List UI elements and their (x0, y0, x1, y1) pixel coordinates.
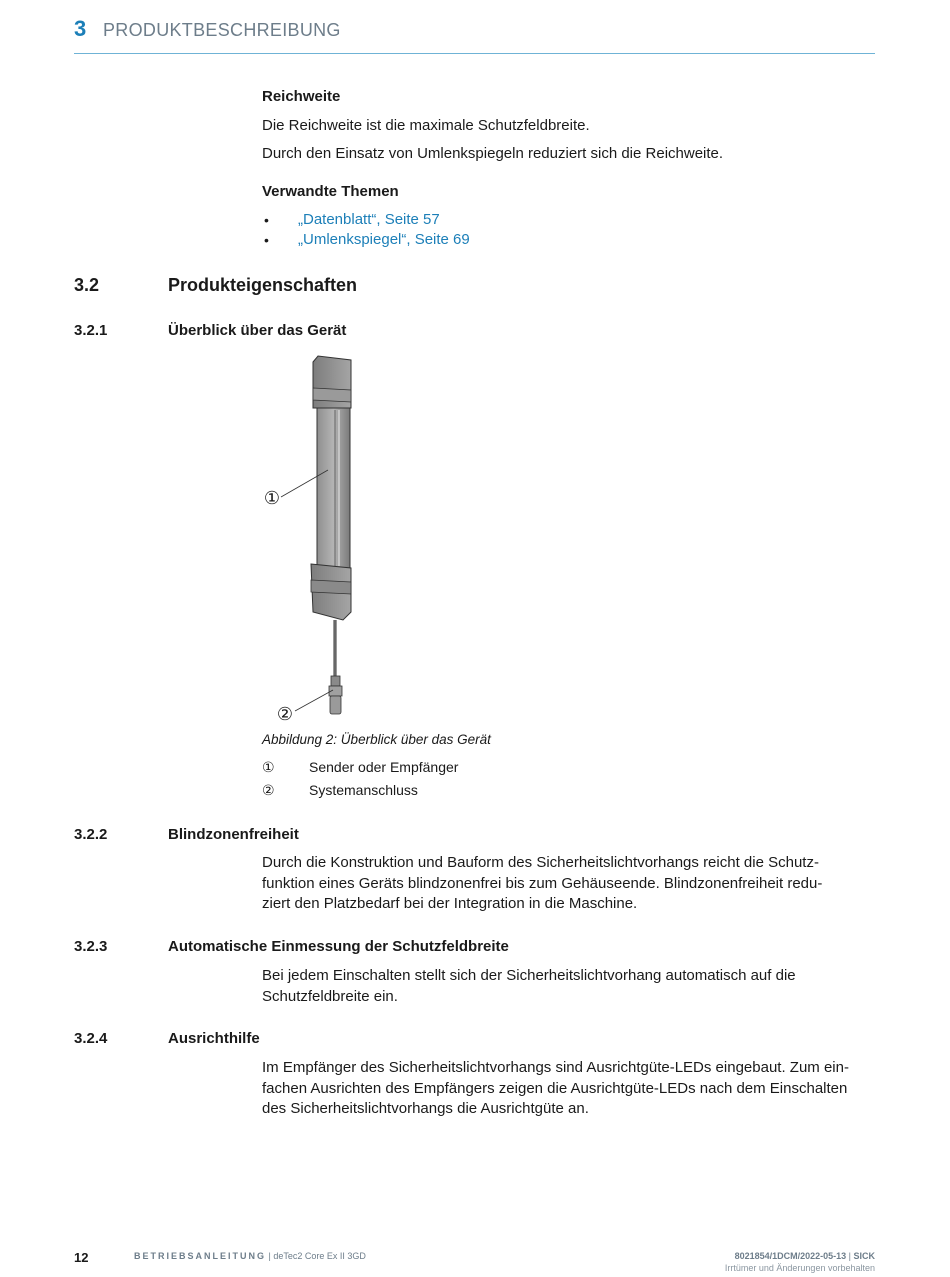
chapter-title: PRODUKTBESCHREIBUNG (103, 20, 341, 40)
callout-leader (295, 690, 333, 711)
page-number: 12 (74, 1250, 89, 1265)
reichweite-text-1: Die Reichweite ist die maximale Schutzfeldbreite. (262, 117, 590, 134)
reichweite-text-2: Durch den Einsatz von Umlenkspiegeln reduziert sich die Reichweite. (262, 145, 724, 162)
subsection-title: Automatische Einmessung der Schutzfeldbreite (168, 938, 509, 955)
subsection-number: 3.2.1 (74, 322, 108, 339)
footer-separator: | (846, 1251, 854, 1261)
section-number: 3.2 (74, 275, 100, 295)
legend-text: Systemanschluss (309, 782, 418, 798)
bullet: • (264, 232, 269, 248)
footer-separator: | (266, 1251, 274, 1261)
figure-caption: Abbildung 2: Überblick über das Gerät (262, 732, 491, 747)
link-umlenkspiegel[interactable]: „Umlenkspiegel“, Seite 69 (298, 231, 470, 248)
footer-doc-type: BETRIEBSANLEITUNG (134, 1251, 267, 1261)
device-illustration (255, 350, 385, 725)
subsection-title: Überblick über das Gerät (168, 322, 347, 339)
subsection-number: 3.2.2 (74, 826, 108, 843)
footer-reference (735, 1251, 875, 1261)
bullet: • (264, 212, 269, 228)
header-divider (74, 53, 875, 54)
chapter-number: 3 (74, 16, 87, 41)
subsection-title: Blindzonenfreiheit (168, 826, 299, 843)
light-curtain-body (311, 356, 351, 714)
subsection-number: 3.2.3 (74, 938, 108, 955)
paragraph-line: Durch die Konstruktion und Bauform des Sicherheitslichtvorhangs reicht die Schutz- (262, 854, 819, 871)
callout-2: ② (276, 704, 294, 725)
paragraph (262, 966, 877, 1007)
legend-mark: ② (262, 782, 275, 798)
paragraph (262, 853, 877, 915)
paragraph-line: Bei jedem Einschalten stellt sich der Sicherheitslichtvorhang automatisch auf die (262, 967, 796, 984)
footer-product: deTec2 Core Ex II 3GD (273, 1251, 366, 1261)
legend-text: Sender oder Empfänger (309, 759, 459, 775)
section-title: Produkteigenschaften (168, 275, 358, 295)
footer-disclaimer: Irrtümer und Änderungen vorbehalten (724, 1263, 875, 1273)
link-datenblatt[interactable]: „Datenblatt“, Seite 57 (298, 211, 440, 228)
paragraph-line: ziert den Platzbedarf bei der Integration in die Maschine. (262, 895, 638, 912)
paragraph-line: Schutzfeldbreite ein. (262, 987, 398, 1005)
reichweite-heading: Reichweite (262, 88, 341, 105)
footer-doc-ref: 8021854/1DCM/2022-05-13 (734, 1251, 847, 1261)
footer-document-info (134, 1251, 366, 1261)
callout-1: ① (263, 488, 281, 509)
paragraph-line: fachen Ausrichten des Empfängers zeigen die Ausrichtgüte-LEDs nach dem Einschalten (262, 1079, 848, 1097)
related-topics-heading: Verwandte Themen (262, 183, 399, 200)
subsection-title: Ausrichthilfe (168, 1030, 260, 1047)
paragraph-line: funktion eines Geräts blindzonenfrei bis zum Gehäuseende. Blindzonenfreiheit redu- (262, 874, 823, 892)
paragraph-line: des Sicherheitslichtvorhangs die Ausrichtgüte an. (262, 1100, 589, 1117)
subsection-number: 3.2.4 (74, 1030, 108, 1047)
footer-brand: SICK (853, 1251, 875, 1261)
legend-mark: ① (262, 759, 275, 775)
paragraph (262, 1058, 877, 1120)
paragraph-line: Im Empfänger des Sicherheitslichtvorhangs sind Ausrichtgüte-LEDs eingebaut. Zum ein- (262, 1059, 849, 1076)
